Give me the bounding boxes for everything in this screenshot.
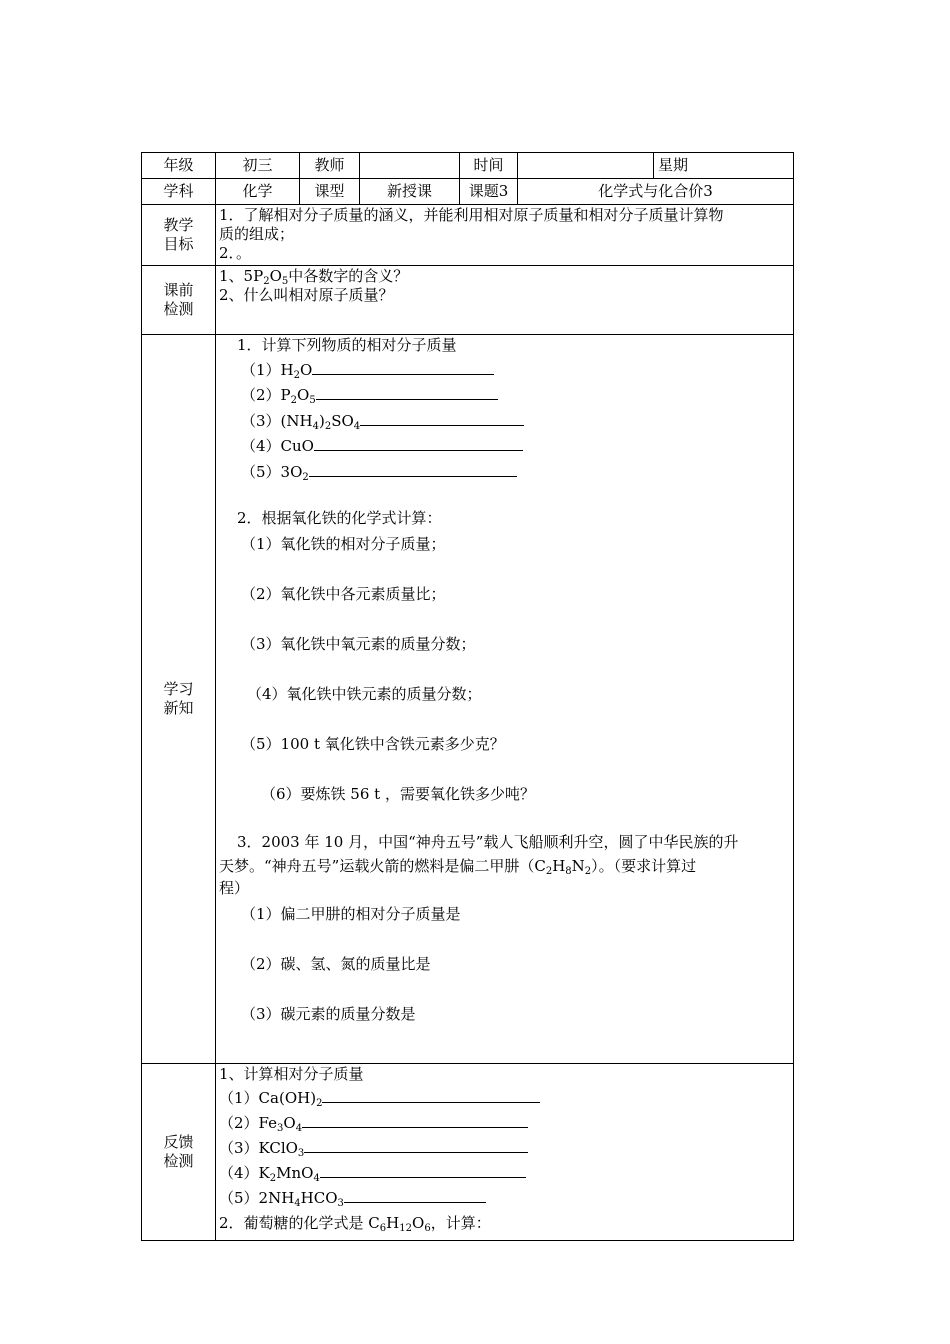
feedback-q3: （3）KClO$_3$	[219, 1138, 790, 1163]
lesson-type-label: 课型	[300, 179, 360, 205]
feedback-q2: $(2)Fe_3O_4$	[219, 1113, 790, 1138]
header-row-1	[142, 153, 794, 179]
feedback-q5: $(5)2NH_4HCO_3$	[219, 1188, 790, 1213]
section3-line2: 天梦。“神舟五号”运载火箭的燃料是偏二甲肼$(C_2H_8N_2)$。（要求计算过	[219, 857, 697, 877]
learn-label-line1: 学习	[163, 680, 194, 698]
s3-q3: （3）碳元素的质量分数是	[241, 1005, 416, 1023]
subject-value: 化学	[216, 179, 300, 205]
section3-line1: 3．2003 年 10 月，中国“神舟五号”载人飞船顺利升空，圆了中华民族的升	[237, 833, 739, 851]
precheck-q1: 1、$5P_2O_5$中各数字的含义？	[219, 267, 409, 287]
s3-q1: （1）偏二甲肼的相对分子质量是	[241, 905, 461, 923]
answer-blank[interactable]	[320, 1163, 526, 1178]
weekday-label: 星期	[654, 153, 794, 179]
goals-label-line2: 目标	[163, 235, 194, 253]
topic-value: 化学式与化合价3	[518, 179, 794, 205]
goals-label	[142, 205, 216, 266]
feedback-row	[142, 1064, 794, 1241]
s1-item-4: （4）CuO	[219, 436, 790, 462]
lesson-type-value: 新授课	[360, 179, 460, 205]
s2-q1: （1）氧化铁的相对分子质量；	[241, 535, 446, 553]
feedback-q4: $(4)K_2MnO_4$	[219, 1163, 790, 1188]
s2-q5: （5）100 t 氧化铁中含铁元素多少克？	[241, 735, 505, 753]
answer-blank[interactable]	[316, 385, 498, 400]
feedback-title: 1、计算相对分子质量	[219, 1065, 364, 1083]
time-label: 时间	[460, 153, 518, 179]
s2-q3: （3）氧化铁中氧元素的质量分数；	[241, 635, 476, 653]
answer-blank[interactable]	[344, 1188, 486, 1203]
header-row-2	[142, 179, 794, 205]
s1-item-1: $(1)H_2O$	[219, 360, 790, 385]
answer-blank[interactable]	[302, 1113, 528, 1128]
s2-q2: （2）氧化铁中各元素质量比；	[241, 585, 446, 603]
s1-item-3: $(3)(NH_4)_2SO_4$	[219, 411, 790, 436]
precheck-label	[142, 266, 216, 335]
lesson-plan-table	[141, 152, 794, 1241]
s2-q6: （6）要炼铁 56 t ，需要氧化铁多少吨？	[261, 785, 535, 803]
learn-content	[216, 335, 794, 1064]
precheck-q2: 2、什么叫相对原子质量？	[219, 286, 394, 304]
topic-label: 课题3	[460, 179, 518, 205]
goals-content	[216, 205, 794, 266]
teacher-value[interactable]	[360, 153, 460, 179]
subject-label: 学科	[142, 179, 216, 205]
goal-line-1: 1．了解相对分子质量的涵义，并能利用相对原子质量和相对分子质量计算物	[219, 206, 724, 224]
goal-line-3: 2．。	[219, 244, 252, 262]
answer-blank[interactable]	[314, 436, 523, 451]
s2-q4: （4）氧化铁中铁元素的质量分数；	[247, 685, 482, 703]
feedback-q6: 2．葡萄糖的化学式是 $C_6H_{12}O_6$，计算：	[219, 1214, 491, 1234]
answer-blank[interactable]	[312, 360, 494, 375]
answer-blank[interactable]	[309, 462, 517, 477]
precheck-label-line1: 课前	[163, 281, 194, 299]
feedback-label	[142, 1064, 216, 1241]
precheck-content	[216, 266, 794, 335]
precheck-row	[142, 266, 794, 335]
grade-label: 年级	[142, 153, 216, 179]
learn-row	[142, 335, 794, 1064]
section1-title: 1．计算下列物质的相对分子质量	[237, 336, 457, 354]
feedback-q1: $(1)Ca(OH)_2$	[219, 1088, 790, 1113]
goal-line-2: 质的组成；	[219, 225, 295, 243]
s3-q2: （2）碳、氢、氮的质量比是	[241, 955, 431, 973]
learn-label-line2: 新知	[163, 699, 194, 717]
learn-label	[142, 335, 216, 1064]
s1-item-5: $(5)3O_2$	[219, 462, 790, 508]
feedback-label-line2: 检测	[163, 1152, 194, 1170]
answer-blank[interactable]	[304, 1138, 528, 1153]
section2-title: 2．根据氧化铁的化学式计算：	[237, 509, 442, 527]
teacher-label: 教师	[300, 153, 360, 179]
answer-blank[interactable]	[360, 411, 524, 426]
precheck-label-line2: 检测	[163, 300, 194, 318]
time-value[interactable]	[518, 153, 654, 179]
section3-line3: 程）	[219, 879, 250, 897]
goals-row	[142, 205, 794, 266]
goals-label-line1: 教学	[163, 216, 194, 234]
grade-value: 初三	[216, 153, 300, 179]
feedback-label-line1: 反馈	[163, 1133, 194, 1151]
feedback-content	[216, 1064, 794, 1241]
s1-item-2: $(2)P_2O_5$	[219, 385, 790, 411]
answer-blank[interactable]	[322, 1088, 540, 1103]
